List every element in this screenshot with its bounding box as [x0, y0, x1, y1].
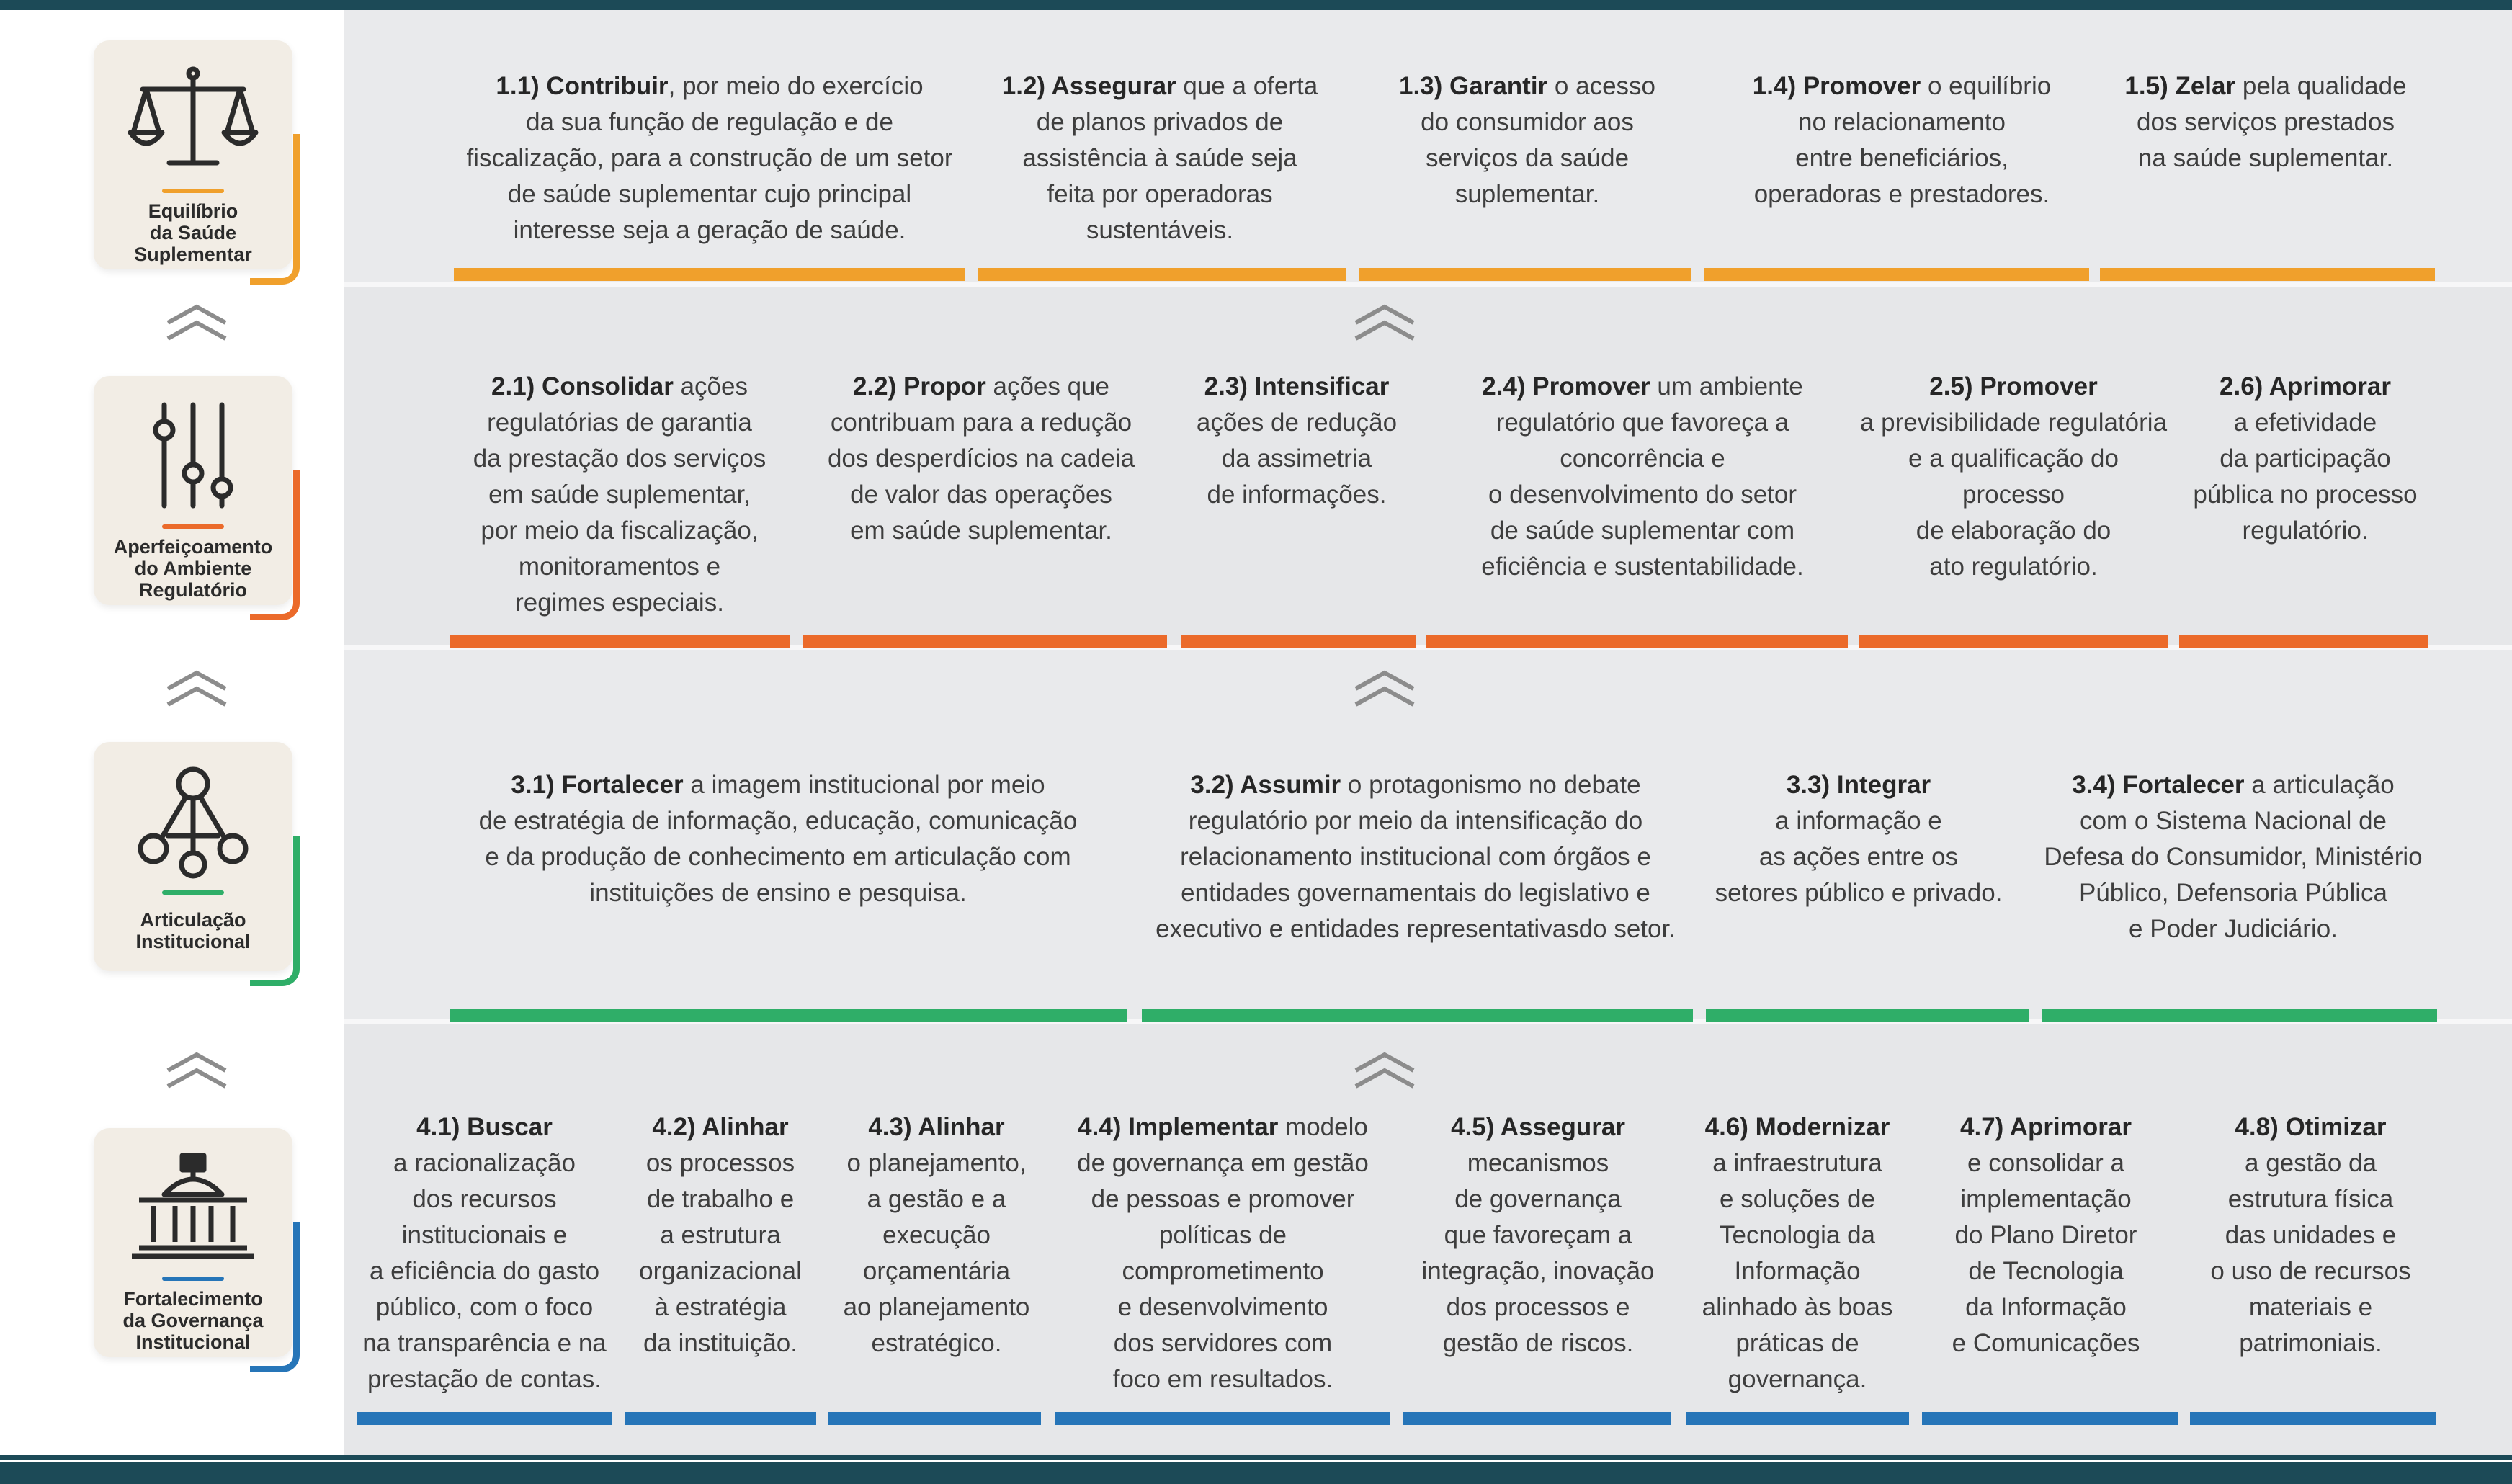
bottom-border: [0, 1462, 2512, 1484]
objective-3-4: 3.4) Fortalecer a articulação com o Sistema Nacional de Defesa do Consumidor, Ministério Público, Defensoria Pública e Poder Judiciário.: [2044, 771, 2423, 943]
objective-3-2: 3.2) Assumir o protagonismo no debate regulatório por meio da intensificação do relacionamento institucional com órgãos e entidades governamentais do legislativo e executivo e entidades representativasdo setor.: [1156, 771, 1676, 943]
objective-2-3: 2.3) Intensificar ações de redução da assimetria de informações.: [1196, 372, 1398, 509]
objective-4-2: 4.2) Alinhar os processos de trabalho e a estrutura organizacional à estratégia da instituição.: [639, 1113, 802, 1357]
section-label: Fortalecimento da Governança Institucional: [122, 1288, 264, 1353]
chevron-up-icon: [164, 667, 229, 710]
chevron-up-icon: [1352, 667, 1417, 710]
objective-bar: [450, 1009, 1127, 1022]
chevron-up-icon: [164, 1049, 229, 1092]
objective-bar: [2190, 1412, 2436, 1425]
objective-3-1: 3.1) Fortalecer a imagem institucional por meio de estratégia de informação, educação, comunicação e da produção de conhecimento em articulação com instituições de ensino e pesquisa.: [478, 771, 1078, 907]
objective-4-1: 4.1) Buscar a racionalização dos recursos institucionais e a eficiência do gasto público, com o foco na transparência e na prestação de contas.: [362, 1113, 607, 1393]
objective-bar: [1706, 1009, 2029, 1022]
objective-bar: [2179, 635, 2428, 648]
objective-bar: [450, 635, 790, 648]
objective-bar: [1704, 268, 2089, 281]
objective-1-2: 1.2) Assegurar que a oferta de planos privados de assistência à saúde seja feita por operadoras sustentáveis.: [1001, 72, 1318, 244]
chevron-up-icon: [1352, 1049, 1417, 1092]
objective-bar: [454, 268, 965, 281]
section-card-equilibrio: [94, 40, 292, 269]
objective-bar: [1359, 268, 1691, 281]
section-card-aperfeicoamento: [94, 376, 292, 605]
objective-bar: [1922, 1412, 2178, 1425]
balance-scale-icon: [94, 62, 292, 184]
card-underline: [162, 189, 224, 193]
objective-2-6: 2.6) Aprimorar a efetividade da participação pública no processo regulatório.: [2193, 372, 2418, 545]
objective-3-3: 3.3) Integrar a informação e as ações entre os setores público e privado.: [1715, 771, 2003, 907]
objective-2-5: 2.5) Promover a previsibilidade regulatória e a qualificação do processo de elaboração do ato regulatório.: [1859, 372, 2168, 581]
objective-bar: [1426, 635, 1848, 648]
section-label: Articulação Institucional: [135, 909, 251, 952]
chevron-up-icon: [164, 301, 229, 344]
objective-4-7: 4.7) Aprimorar e consolidar a implementação do Plano Diretor de Tecnologia da Informação e Comunicações: [1952, 1113, 2140, 1357]
section-label: Aperfeiçoamento do Ambiente Regulatório: [113, 536, 273, 601]
objective-1-3: 1.3) Garantir o acesso do consumidor aos serviços da saúde suplementar.: [1398, 72, 1655, 208]
card-underline: [162, 524, 224, 529]
objective-bar: [1686, 1412, 1909, 1425]
objective-1-1: 1.1) Contribuir, por meio do exercício da sua função de regulação e de fiscalização, para a construção de um setor de saúde suplementar cujo principal interesse seja a geração de saúde.: [466, 72, 953, 244]
objective-bar: [828, 1412, 1041, 1425]
section-card-articulacao: [94, 742, 292, 971]
objective-1-5: 1.5) Zelar pela qualidade dos serviços prestados na saúde suplementar.: [2124, 72, 2407, 172]
card-underline: [162, 1277, 224, 1281]
top-border: [0, 0, 2512, 10]
objective-bar: [1181, 635, 1416, 648]
objective-bar: [2042, 1009, 2437, 1022]
objective-bar: [1403, 1412, 1671, 1425]
objective-2-1: 2.1) Consolidar ações regulatórias de garantia da prestação dos serviços em saúde suplementar, por meio da fiscalização, monitoramentos e regimes especiais.: [473, 372, 766, 617]
objective-bar: [1142, 1009, 1693, 1022]
card-underline: [162, 890, 224, 895]
chevron-up-icon: [1352, 301, 1417, 344]
objective-bar: [2100, 268, 2435, 281]
objective-bar: [357, 1412, 612, 1425]
objective-bar: [803, 635, 1167, 648]
objective-bar: [1859, 635, 2168, 648]
bottom-line: [0, 1455, 2512, 1460]
government-building-icon: [94, 1150, 292, 1272]
objective-bar: [1055, 1412, 1390, 1425]
sliders-icon: [94, 398, 292, 520]
objective-4-5: 4.5) Assegurar mecanismos de governança que favoreçam a integração, inovação dos processos e gestão de riscos.: [1421, 1113, 1655, 1357]
section-card-fortalecimento: [94, 1128, 292, 1357]
objective-2-4: 2.4) Promover um ambiente regulatório que favoreça a concorrência e o desenvolvimento do setor de saúde suplementar com eficiência e sustentabilidade.: [1481, 372, 1804, 581]
objective-4-6: 4.6) Modernizar a infraestrutura e soluções de Tecnologia da Informação alinhado às boas práticas de governança.: [1702, 1113, 1893, 1393]
objective-bar: [625, 1412, 816, 1425]
objective-4-3: 4.3) Alinhar o planejamento, a gestão e a execução orçamentária ao planejamento estratégico.: [843, 1113, 1030, 1357]
objective-2-2: 2.2) Propor ações que contribuam para a redução dos desperdícios na cadeia de valor das operações em saúde suplementar.: [827, 372, 1135, 545]
objective-1-4: 1.4) Promover o equilíbrio no relacionamento entre beneficiários, operadoras e prestadores.: [1752, 72, 2052, 208]
objective-4-8: 4.8) Otimizar a gestão da estrutura física das unidades e o uso de recursos materiais e patrimoniais.: [2210, 1113, 2411, 1357]
objective-bar: [978, 268, 1346, 281]
objective-4-4: 4.4) Implementar modelo de governança em gestão de pessoas e promover políticas de comprometimento e desenvolvimento dos servidores com foco em resultados.: [1077, 1113, 1369, 1393]
network-nodes-icon: [94, 764, 292, 886]
section-label: Equilíbrio da Saúde Suplementar: [134, 200, 252, 265]
